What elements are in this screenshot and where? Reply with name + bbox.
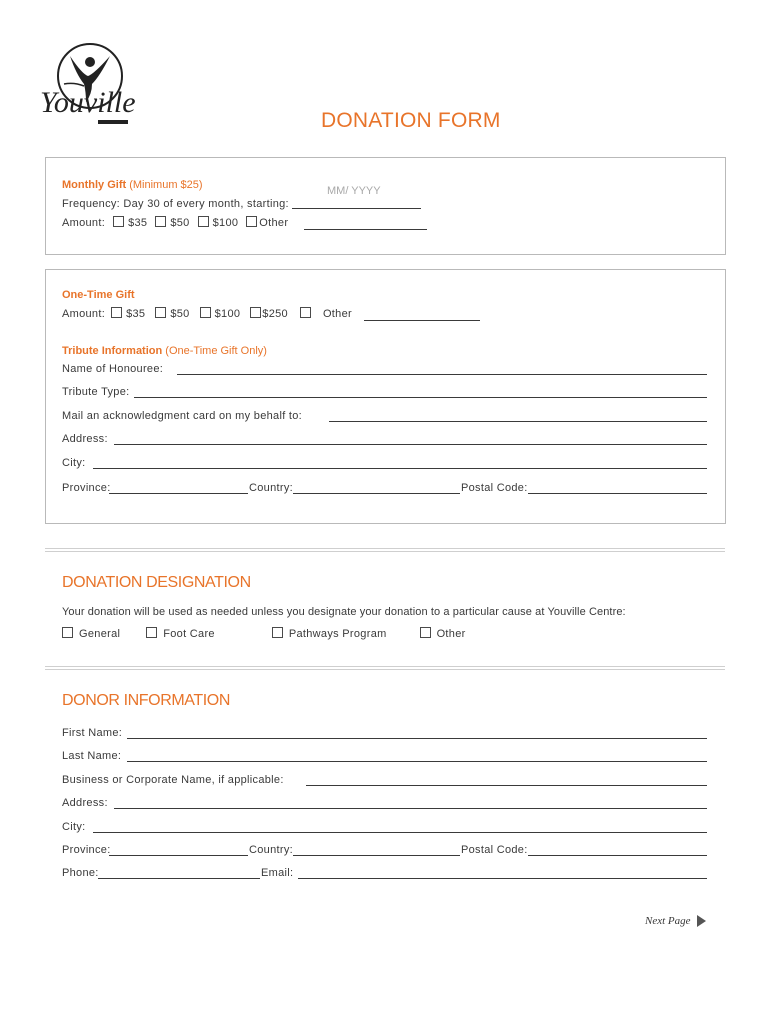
monthly-gift-minimum: (Minimum $25)	[126, 179, 203, 191]
checkbox[interactable]	[113, 216, 124, 227]
tribute-address-field[interactable]	[114, 444, 707, 445]
onetime-option-100[interactable]: $100	[200, 307, 241, 320]
checkbox[interactable]	[111, 307, 122, 318]
tribute-postal-label: Postal Code:	[461, 482, 528, 494]
checkbox[interactable]	[198, 216, 209, 227]
monthly-option-100[interactable]: $100	[198, 216, 239, 229]
monthly-option-35[interactable]: $35	[113, 216, 147, 229]
monthly-amount-row	[62, 216, 288, 229]
donor-city-label: City:	[62, 821, 86, 833]
checkbox[interactable]	[300, 307, 311, 318]
monthly-amount-label: Amount:	[62, 216, 106, 229]
designation-description: Your donation will be used as needed unless you designate your donation to a particular cause at Youville Centre:	[62, 606, 626, 618]
tribute-country-label: Country:	[249, 482, 293, 494]
designation-options	[62, 627, 466, 640]
tribute-title: Tribute Information	[62, 345, 163, 357]
onetime-option-other[interactable]: Other	[300, 307, 352, 320]
start-date-placeholder: MM/ YYYY	[327, 185, 381, 197]
monthly-other-amount-field[interactable]	[304, 229, 427, 230]
checkbox[interactable]	[420, 627, 431, 638]
tribute-heading	[62, 341, 267, 359]
monthly-option-other[interactable]: Other	[246, 216, 288, 229]
email-label: Email:	[261, 867, 294, 879]
checkbox[interactable]	[200, 307, 211, 318]
section-divider	[45, 666, 725, 670]
tribute-address-label: Address:	[62, 433, 108, 445]
checkbox[interactable]	[250, 307, 261, 318]
tribute-city-field[interactable]	[93, 468, 707, 469]
mail-ack-label: Mail an acknowledgment card on my behalf to:	[62, 410, 303, 422]
checkbox[interactable]	[146, 627, 157, 638]
business-field[interactable]	[306, 785, 707, 786]
onetime-amount-row	[62, 307, 352, 320]
tribute-type-label: Tribute Type:	[62, 386, 130, 398]
monthly-option-50[interactable]: $50	[155, 216, 189, 229]
honouree-label: Name of Honouree:	[62, 363, 164, 375]
designation-general[interactable]: General	[62, 627, 120, 640]
monthly-gift-heading	[62, 175, 203, 193]
monthly-gift-title: Monthly Gift	[62, 179, 127, 191]
arrow-right-icon	[697, 915, 706, 927]
business-label: Business or Corporate Name, if applicable:	[62, 774, 284, 786]
tribute-note: (One-Time Gift Only)	[162, 345, 267, 357]
tribute-city-label: City:	[62, 457, 86, 469]
section-divider	[45, 548, 725, 552]
designation-heading: DONATION DESIGNATION	[62, 574, 251, 591]
frequency-label: Frequency: Day 30 of every month, starting:	[62, 198, 289, 210]
donor-country-label: Country:	[249, 844, 293, 856]
next-page-link[interactable]	[645, 911, 706, 929]
tribute-postal-field[interactable]	[528, 493, 707, 494]
donor-city-field[interactable]	[93, 832, 707, 833]
last-name-label: Last Name:	[62, 750, 122, 762]
donor-province-field[interactable]	[109, 855, 248, 856]
form-title: DONATION FORM	[321, 109, 501, 132]
checkbox[interactable]	[272, 627, 283, 638]
first-name-label: First Name:	[62, 727, 123, 739]
onetime-option-250[interactable]: $250	[250, 307, 288, 320]
first-name-field[interactable]	[127, 738, 707, 739]
youville-logo	[34, 40, 138, 132]
donor-postal-label: Postal Code:	[461, 844, 528, 856]
onetime-amount-label: Amount:	[62, 307, 106, 320]
tribute-type-field[interactable]	[134, 397, 707, 398]
donor-postal-field[interactable]	[528, 855, 707, 856]
checkbox[interactable]	[62, 627, 73, 638]
phone-field[interactable]	[98, 878, 260, 879]
logo-wordmark: Youville	[40, 86, 136, 119]
donor-heading: DONOR INFORMATION	[62, 692, 231, 709]
donor-country-field[interactable]	[293, 855, 460, 856]
designation-pathways[interactable]: Pathways Program	[272, 627, 387, 640]
donor-address-field[interactable]	[114, 808, 707, 809]
donor-province-label: Province:	[62, 844, 111, 856]
checkbox[interactable]	[246, 216, 257, 227]
start-date-field[interactable]	[292, 208, 421, 209]
mail-ack-field[interactable]	[329, 421, 707, 422]
checkbox[interactable]	[155, 307, 166, 318]
tribute-country-field[interactable]	[293, 493, 460, 494]
phone-label: Phone:	[62, 867, 99, 879]
onetime-option-35[interactable]: $35	[111, 307, 145, 320]
honouree-field[interactable]	[177, 374, 707, 375]
donor-address-label: Address:	[62, 797, 108, 809]
next-page-label: Next Page	[645, 915, 691, 927]
onetime-option-50[interactable]: $50	[155, 307, 189, 320]
tribute-province-label: Province:	[62, 482, 111, 494]
tribute-province-field[interactable]	[109, 493, 248, 494]
email-field[interactable]	[298, 878, 707, 879]
onetime-other-amount-field[interactable]	[364, 320, 480, 321]
checkbox[interactable]	[155, 216, 166, 227]
designation-foot-care[interactable]: Foot Care	[146, 627, 215, 640]
last-name-field[interactable]	[127, 761, 707, 762]
onetime-gift-heading: One-Time Gift	[62, 289, 135, 301]
designation-other[interactable]: Other	[420, 627, 466, 640]
